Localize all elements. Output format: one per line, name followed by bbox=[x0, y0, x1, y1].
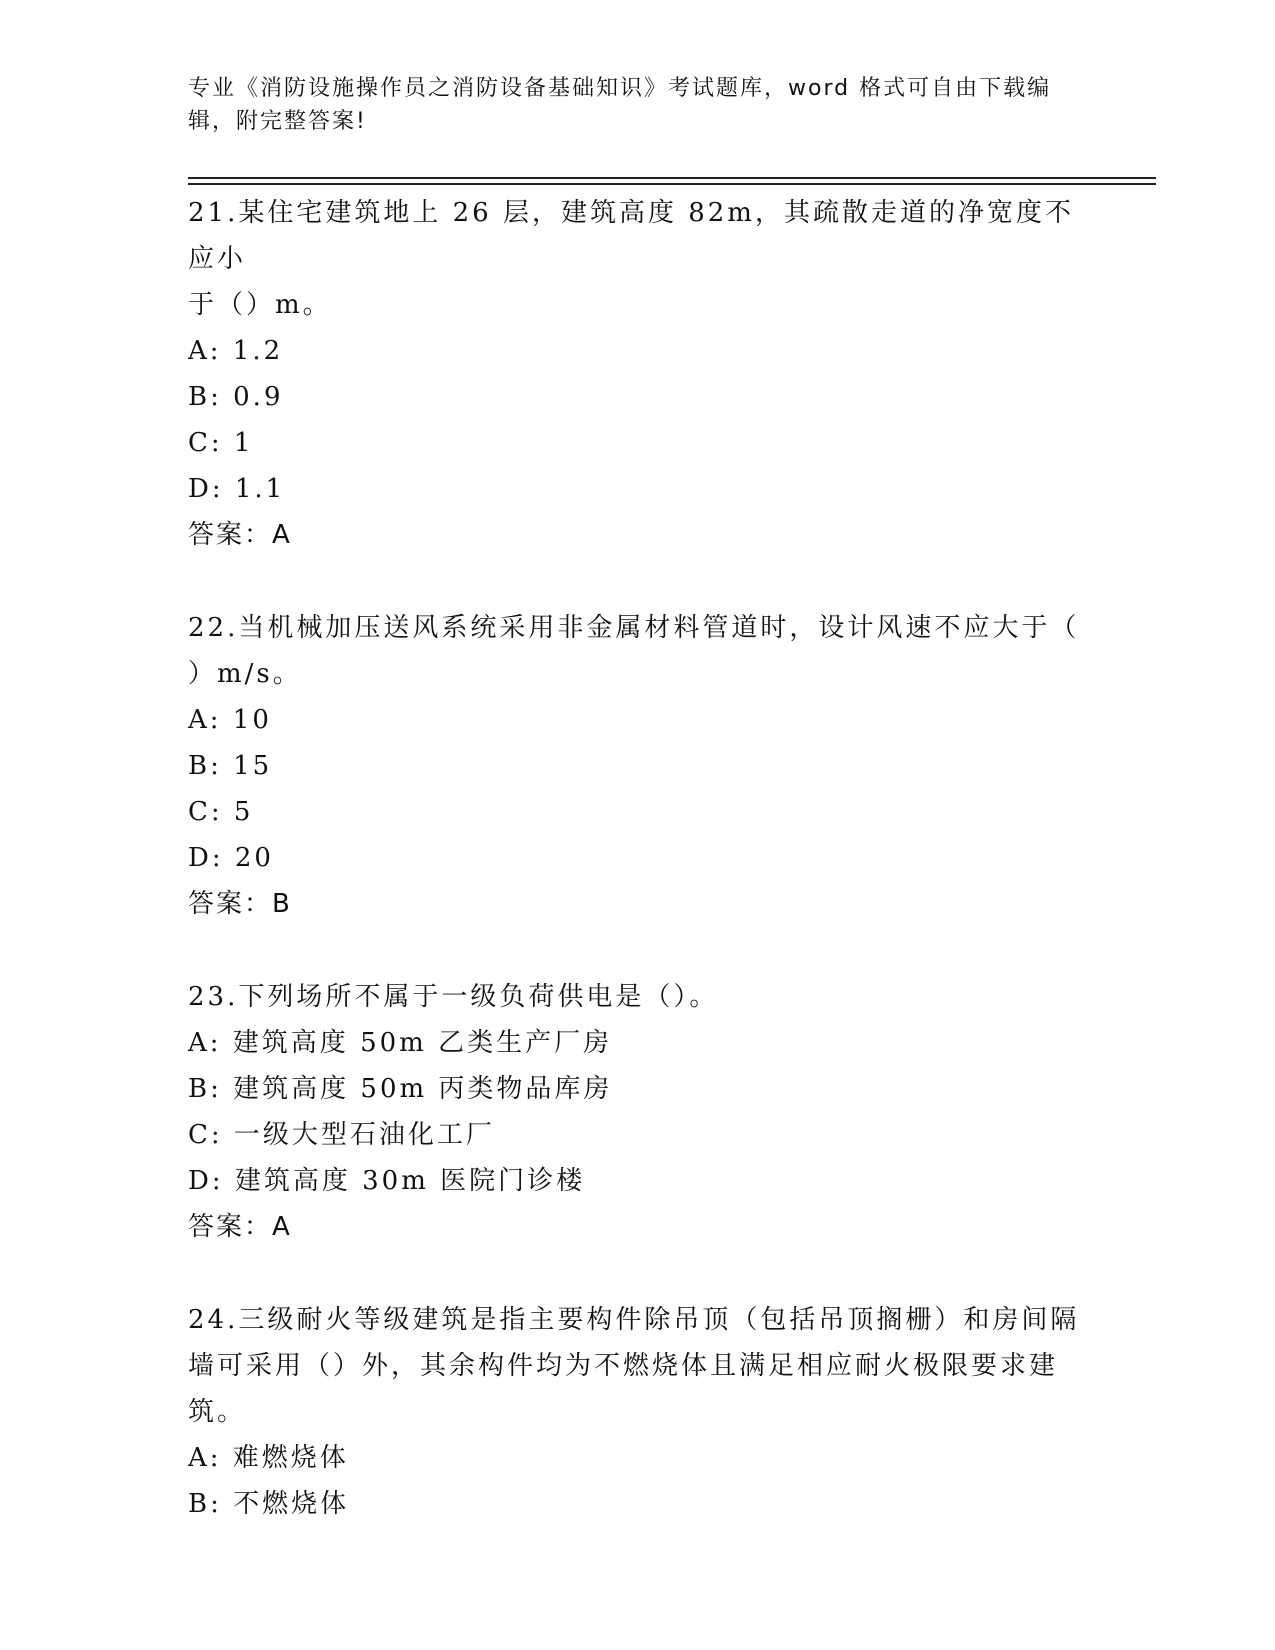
header-line: 专业《消防设施操作员之消防设备基础知识》考试题库，word 格式可自由下载编 bbox=[188, 76, 1052, 101]
option-a: A: 10 bbox=[188, 705, 272, 735]
option-d: D: 20 bbox=[188, 843, 274, 873]
question-list bbox=[188, 190, 1088, 1574]
question-21 bbox=[188, 190, 1088, 558]
question-text: 24.三级耐火等级建筑是指主要构件除吊顶（包括吊顶搁栅）和房间隔 bbox=[188, 1305, 1080, 1335]
option-b: B: 不燃烧体 bbox=[188, 1489, 350, 1519]
header-divider-bottom bbox=[188, 183, 1156, 185]
question-text: 23.下列场所不属于一级负荷供电是（）。 bbox=[188, 982, 719, 1012]
option-a: A: 难燃烧体 bbox=[188, 1443, 349, 1473]
header-divider-top bbox=[188, 177, 1156, 179]
answer-line: 答案：B bbox=[188, 889, 292, 919]
option-b: B: 0.9 bbox=[188, 382, 284, 412]
question-text: 21.某住宅建筑地上 26 层，建筑高度 82m，其疏散走道的净宽度不应小 bbox=[188, 198, 1074, 274]
question-23 bbox=[188, 974, 1088, 1250]
question-text: 筑。 bbox=[188, 1397, 247, 1427]
question-text: ）m/s。 bbox=[188, 659, 302, 689]
header-line: 辑，附完整答案! bbox=[188, 109, 367, 134]
question-24 bbox=[188, 1297, 1088, 1527]
question-text: 墙可采用（）外，其余构件均为不燃烧体且满足相应耐火极限要求建 bbox=[188, 1351, 1059, 1381]
option-d: D: 建筑高度 30m 医院门诊楼 bbox=[188, 1166, 586, 1196]
question-22 bbox=[188, 605, 1088, 927]
answer-line: 答案：A bbox=[188, 520, 292, 550]
option-b: B: 建筑高度 50m 丙类物品库房 bbox=[188, 1074, 613, 1104]
answer-line: 答案：A bbox=[188, 1212, 292, 1242]
option-b: B: 15 bbox=[188, 751, 273, 781]
question-text: 22.当机械加压送风系统采用非金属材料管道时，设计风速不应大于（ bbox=[188, 613, 1080, 643]
option-c: C: 1 bbox=[188, 428, 254, 458]
document-header bbox=[188, 72, 1068, 138]
question-text: 于（）m。 bbox=[188, 290, 332, 320]
option-c: C: 5 bbox=[188, 797, 254, 827]
option-a: A: 建筑高度 50m 乙类生产厂房 bbox=[188, 1028, 613, 1058]
option-c: C: 一级大型石油化工厂 bbox=[188, 1120, 495, 1150]
option-a: A: 1.2 bbox=[188, 336, 284, 366]
option-d: D: 1.1 bbox=[188, 474, 286, 504]
